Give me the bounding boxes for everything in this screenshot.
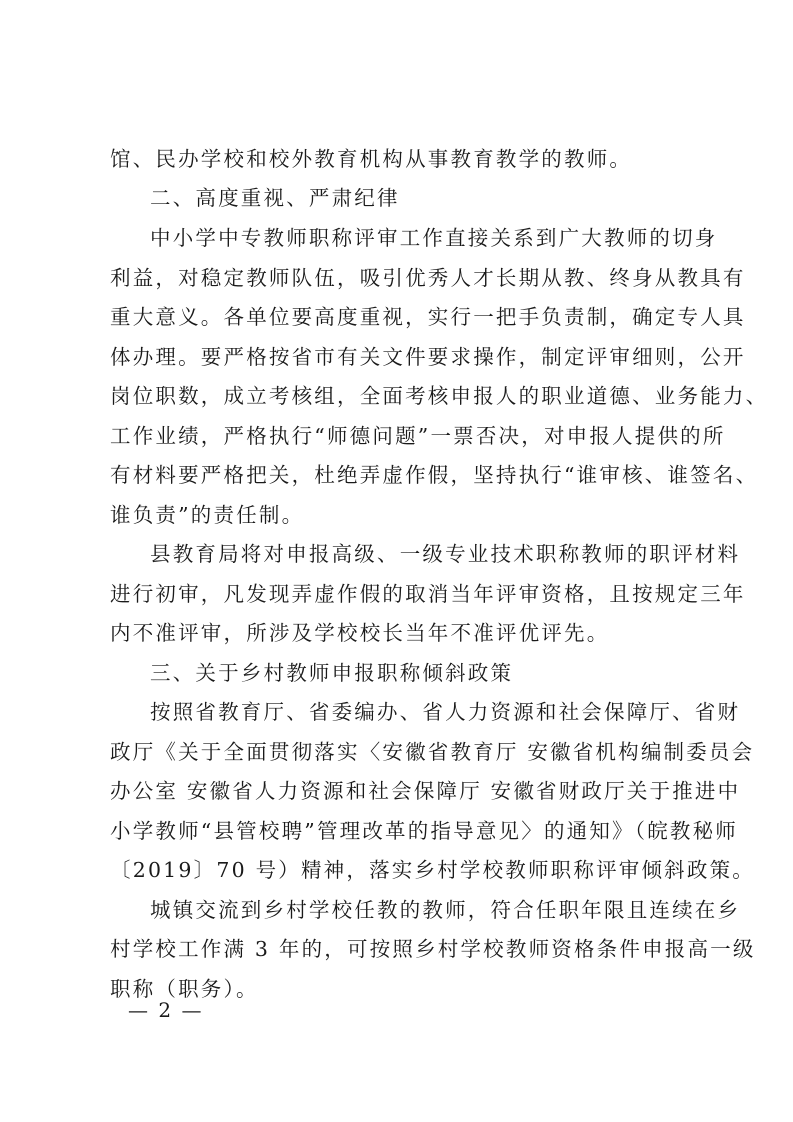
paragraph-first-line: 按照省教育厅、省委编办、省人力资源和社会保障厅、省财 (150, 700, 741, 724)
body-text-line: 岗位职数，成立考核组，全面考核申报人的职业道德、业务能力、 (110, 384, 769, 408)
body-text-line: 村学校工作满 3 年的，可按照乡村学校教师资格条件申报高一级 (110, 937, 756, 961)
body-text-line: 馆、民办学校和校外教育机构从事教育教学的教师。 (110, 147, 633, 171)
body-text-line: 内不准评审，所涉及学校校长当年不准评优评先。 (110, 621, 610, 645)
paragraph-first-line: 城镇交流到乡村学校任教的教师，符合任职年限且连续在乡 (150, 898, 741, 922)
body-text-line: 利益，对稳定教师队伍，吸引优秀人才长期从教、终身从教具有 (110, 266, 746, 290)
paragraph-first-line: 中小学中专教师职称评审工作直接关系到广大教师的切身 (150, 226, 718, 250)
body-text-line: 有材料要严格把关，杜绝弄虚作假，坚持执行“谁审核、谁签名、 (110, 463, 759, 487)
body-text-line: 〔2019〕70 号）精神，落实乡村学校教师职称评审倾斜政策。 (110, 858, 755, 882)
body-text-line: 职称（职务）。 (110, 977, 259, 1001)
body-text-line: 工作业绩，严格执行“师德问题”一票否决，对申报人提供的所 (110, 424, 726, 448)
body-text-line: 重大意义。各单位要高度重视，实行一把手负责制，确定专人具 (110, 305, 746, 329)
section-heading-3: 三、关于乡村教师申报职称倾斜政策 (150, 661, 514, 685)
body-text-line: 谁负责”的责任制。 (110, 503, 305, 527)
body-text-line: 小学教师“县管校聘”管理改革的指导意见〉的通知》（皖教秘师 (110, 819, 739, 843)
section-heading-2: 二、高度重视、严肃纪律 (150, 186, 400, 210)
body-text-line: 进行初审，凡发现弄虚作假的取消当年评审资格，且按规定三年 (110, 582, 746, 606)
page-number: — 2 — (128, 998, 204, 1022)
body-text-line: 办公室 安徽省人力资源和社会保障厅 安徽省财政厅关于推进中 (110, 779, 741, 803)
body-text-line: 政厅《关于全面贯彻落实〈安徽省教育厅 安徽省机构编制委员会 (110, 740, 755, 764)
body-text-line: 体办理。要严格按省市有关文件要求操作，制定评审细则，公开 (110, 345, 746, 369)
paragraph-first-line: 县教育局将对申报高级、一级专业技术职称教师的职评材料 (150, 542, 741, 566)
